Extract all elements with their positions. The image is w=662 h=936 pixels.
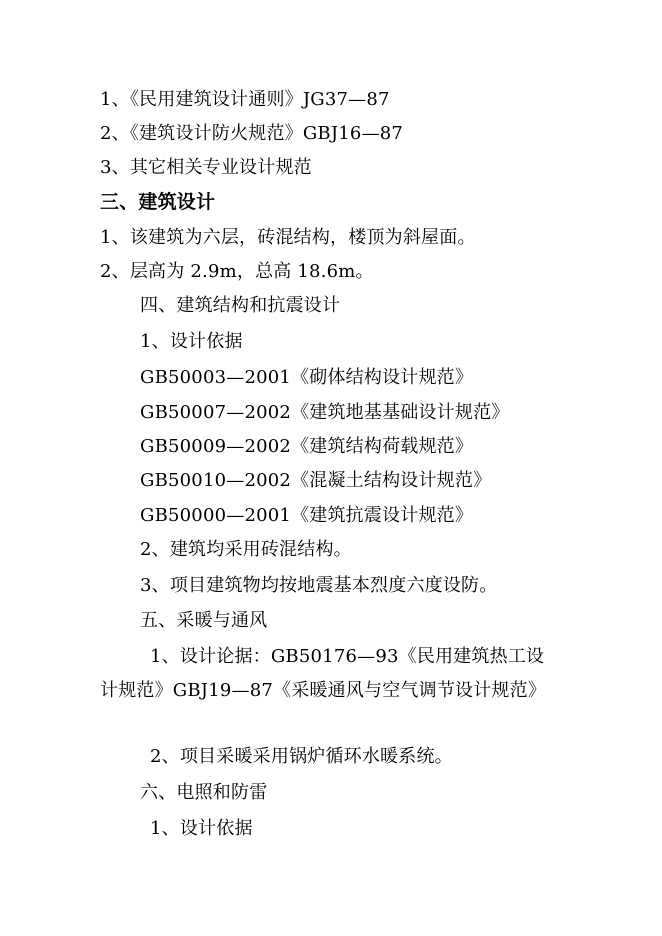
ref-civil-building-code: 1、《民用建筑设计通则》JG37—87 xyxy=(100,89,390,110)
standard-masonry: GB50003—2001《砌体结构设计规范》 xyxy=(140,367,474,388)
standard-concrete: GB50010—2002《混凝土结构设计规范》 xyxy=(140,470,492,491)
standard-foundation: GB50007—2002《建筑地基基础设计规范》 xyxy=(140,402,510,423)
section-heading-architecture: 三、建筑设计 xyxy=(100,191,216,213)
hvac-item-2: 2、项目采暖采用锅炉循环水暖系统。 xyxy=(150,746,453,767)
structure-item-2: 2、建筑均采用砖混结构。 xyxy=(140,539,352,560)
architecture-item-1: 1、该建筑为六层，砖混结构，楼顶为斜屋面。 xyxy=(100,227,476,248)
ref-other-codes: 3、其它相关专业设计规范 xyxy=(100,157,312,178)
standard-seismic: GB50000—2001《建筑抗震设计规范》 xyxy=(140,505,474,526)
hvac-basis-line-1: 1、设计论据：GB50176—93《民用建筑热工设 xyxy=(150,646,545,667)
standard-loads: GB50009—2002《建筑结构荷载规范》 xyxy=(140,436,474,457)
structure-item-3: 3、项目建筑物均按地震基本烈度六度设防。 xyxy=(140,575,498,596)
ref-fire-code: 2、《建筑设计防火规范》GBJ16—87 xyxy=(100,123,404,144)
section-heading-hvac: 五、采暖与通风 xyxy=(140,610,268,631)
section-heading-electrical: 六、电照和防雷 xyxy=(140,782,268,803)
electrical-design-basis: 1、设计依据 xyxy=(150,818,253,839)
hvac-basis-line-2: 计规范》GBJ19—87《采暖通风与空气调节设计规范》 xyxy=(100,680,547,701)
architecture-item-2: 2、层高为 2.9m，总高 18.6m。 xyxy=(100,261,374,282)
structure-design-basis: 1、设计依据 xyxy=(140,331,243,352)
section-heading-structure: 四、建筑结构和抗震设计 xyxy=(140,295,341,316)
